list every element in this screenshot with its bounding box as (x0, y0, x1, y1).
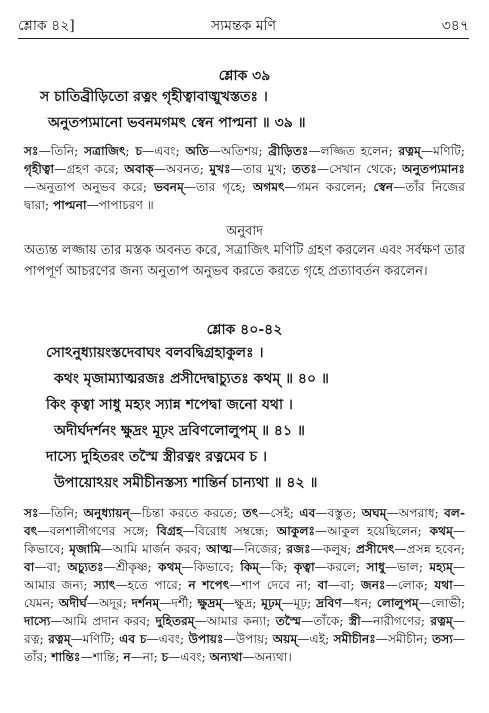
gloss-word: ব্রীড়িতঃ (268, 144, 309, 158)
verse-40-line-6: উপায়োঽয়ং সমীচীনস্তস্য শান্তির্ন চান্যথা ॥ ৪২ ॥ (54, 475, 318, 491)
gloss-word: দাস্যে (24, 614, 51, 628)
gloss-word: তস্মৈ (275, 614, 302, 628)
gloss-meaning: তাঁর (24, 650, 44, 664)
gloss-word: অগমৎ (252, 180, 285, 194)
verse-39-line-1: স চাতিব্রীড়িতো রত্নং গৃহীত্বাবাঙ্মুখস্ততঃ । (40, 89, 268, 105)
gloss-word: সাধু (366, 560, 385, 574)
gloss-meaning: সমীচীন (387, 632, 424, 646)
gloss-word: মহ্যম্ (429, 560, 453, 574)
gloss-meaning: লোক (397, 578, 424, 592)
gloss-word: অবাক্ (124, 162, 154, 176)
gloss-meaning: উপায় (235, 632, 265, 646)
gloss-meaning: আমি প্রদান করব (62, 614, 147, 628)
gloss-word: সত্রাজিৎ (84, 144, 126, 158)
gloss-meaning: শান্তি (92, 650, 116, 664)
gloss-meaning: রত্ন (24, 632, 40, 646)
gloss-word: বিগ্রহ (156, 524, 183, 538)
header-chapter-title: স্যমন্তক মণি (210, 18, 277, 34)
gloss-word: উপায়ঃ (188, 632, 224, 646)
gloss-meaning: লোভী (430, 596, 461, 610)
gloss-word: লোলুপম্ (376, 596, 419, 610)
gloss-word: পাপ্মনা (53, 198, 87, 212)
gloss-meaning: কলুষ (322, 542, 348, 556)
gloss-word: চ (135, 144, 143, 158)
gloss-meaning: না (142, 650, 154, 664)
gloss-word: প্রসীদেৎ (356, 542, 395, 556)
gloss-end-mark: । (287, 650, 292, 664)
gloss-word: সমীচীনঃ (333, 632, 376, 646)
gloss-word: স্ত্রী (348, 614, 361, 628)
gloss-meaning: তার মুখ (242, 162, 283, 176)
gloss-meaning: কিভাবে (24, 542, 61, 556)
gloss-word: মৃজামি (69, 542, 101, 556)
gloss-word: বা (317, 578, 328, 592)
gloss-meaning: তাঁর নিজের দ্বারা (24, 180, 466, 212)
gloss-meaning: অতিশয় (220, 144, 259, 158)
gloss-meaning: গ্রহণ করে (66, 162, 115, 176)
gloss-word: ভবনম্ (153, 180, 184, 194)
gloss-meaning: অনুতাপ অনুভব করে (36, 180, 143, 194)
verse-39-word-gloss: সঃ—তিনি; সত্রাজিৎ; চ—এবং; অতি—অতিশয়; ব্রীড়িতঃ—লজ্জিত হলেন; রত্নম্—মণিটি; গৃহীত্বা—গ্রহণ করে; অবাক্—অবনত; মুখঃ—তার মুখ; ততঃ—সেখান থেকে; অনুতপ্যমানঃ—অনুতাপ অনুভব করে; ভবনম্—তার গৃহে; অগমৎ—গমন করলেন; স্বেন—তাঁর নিজের দ্বারা; পাপ্মনা—পাপাচরণ ॥ (24, 144, 466, 212)
verse-40-line-3: কিং কৃত্বা সাধু মহ্যং স্যান্ন শপেদ্বা জনো যথা । (46, 397, 293, 413)
gloss-word: বল-বৎ (24, 506, 466, 538)
header-divider (18, 38, 469, 39)
gloss-meaning: মূঢ় (293, 596, 308, 610)
gloss-meaning: বস্তুত (327, 506, 353, 520)
gloss-meaning: তিনি (50, 144, 75, 158)
gloss-word: দ্রবিণ (315, 596, 342, 610)
gloss-word: স্বেন (373, 180, 394, 194)
verse-39-title: শ্লোক ৩৯ (218, 68, 271, 84)
gloss-meaning: পাপাচরণ (98, 198, 144, 212)
gloss-meaning: প্রসন্ন হবেন (406, 542, 461, 556)
gloss-word: মুখঃ (209, 162, 231, 176)
verse-40-line-4: অদীর্ঘদর্শনং ক্ষুদ্রং মূঢ়ং দ্রবিণলোলুপম্ ॥ ৪১ ॥ (54, 423, 305, 439)
gloss-meaning: বিরোধ সম্বন্ধে (194, 524, 265, 538)
gloss-meaning: যেমন (24, 596, 51, 610)
gloss-word: রজঃ (286, 542, 311, 556)
verse-40-42-word-gloss: সঃ—তিনি; অনুধ্যায়ন্—চিন্তা করতে করতে; তৎ—সেই; এব—বস্তুত; অঘম্—অপরাধ; বল-বৎ—বলশালীগণের সঙ্গে; বিগ্রহ—বিরোধ সম্বন্ধে; আকুলঃ—আকুল হয়েছিলেন; কথম্—কিভাবে; মৃজামি—আমি মার্জন করব; আত্ম—নিজের; রজঃ—কলুষ; প্রসীদেৎ—প্রসন্ন হবেন; বা—বা; অচ্যুতঃ—শ্রীকৃষ্ণ; কথম্—কিভাবে; কিম্—কি; কৃত্বা—করলে; সাধু—ভাল; মহ্যম্—আমার জন্য; স্যাৎ—হতে পারে; ন শপেৎ—শাপ দেবে না; বা—বা; জনঃ—লোক; যথা—যেমন; অদীর্ঘ—অদূর; দর্শনম্—দর্শী; ক্ষুদ্রম্—ক্ষুদ্র; মূঢ়ম্—মূঢ়; দ্রবিণ—ধন; লোলুপম্—লোভী; দাস্যে—আমি প্রদান করব; দুহিতরম্—আমার কন্যা; তস্মৈ—তাঁকে; স্ত্রী—নারীগণের; রত্নম্—রত্ন; রত্নম্—মণিটি; এব চ—এবং; উপায়ঃ—উপায়; অয়ম্—এই; সমীচীনঃ—সমীচীন; তস্য—তাঁর; শান্তিঃ—শান্তি; ন—না; চ—এবং; অন্যথা—অন্যথা। (24, 506, 466, 664)
gloss-meaning: অন্যথা (254, 650, 288, 664)
gloss-meaning: নারীগণের (372, 614, 421, 628)
gloss-meaning: আমি মার্জন করব (112, 542, 198, 556)
gloss-word: অতি (185, 144, 209, 158)
gloss-meaning: ক্ষুদ্র (234, 596, 253, 610)
gloss-word: শান্তিঃ (51, 650, 81, 664)
gloss-word: এব চ (119, 632, 147, 646)
verse-40-42-title: শ্লোক ৪০-৪২ (206, 322, 283, 338)
gloss-word: দুহিতরম্ (155, 614, 195, 628)
gloss-meaning: কি (271, 560, 284, 574)
gloss-word: রত্নম্ (398, 144, 421, 158)
gloss-word: যথা (434, 578, 453, 592)
gloss-meaning: করলে (326, 560, 357, 574)
gloss-meaning: বা (46, 560, 57, 574)
gloss-meaning: লজ্জিত হলেন (320, 144, 389, 158)
gloss-word: কৃত্বা (293, 560, 315, 574)
gloss-meaning: গমন করলেন (296, 180, 363, 194)
gloss-word: ন (123, 650, 131, 664)
gloss-meaning: অদূর (99, 596, 123, 610)
gloss-word: কথম্ (158, 560, 182, 574)
gloss-meaning: বলশালীগণের সঙ্গে (49, 524, 145, 538)
gloss-word: কিম্ (240, 560, 260, 574)
gloss-end-mark: ॥ (143, 198, 154, 212)
gloss-word: বা (24, 560, 35, 574)
gloss-meaning: দর্শী (171, 596, 189, 610)
gloss-word: জনঃ (360, 578, 386, 592)
gloss-meaning: আকুল হয়েছিলেন (327, 524, 418, 538)
gloss-word: অয়ম্ (272, 632, 298, 646)
gloss-meaning: হতে পারে (127, 578, 178, 592)
gloss-word: ক্ষুদ্রম্ (197, 596, 223, 610)
gloss-word: আকুলঃ (276, 524, 316, 538)
gloss-word: ন শপেৎ (188, 578, 230, 592)
gloss-word: কথম্ (429, 524, 453, 538)
verse-40-line-1: সোঽনুধ্যায়ংস্তদেবাঘং বলবদ্বিগ্রহাকুলঃ । (46, 345, 264, 361)
gloss-meaning: চিন্তা করতে করতে (141, 506, 234, 520)
verse-40-line-2: কথং মৃজাম্যাত্মরজঃ প্রসীদেদ্বাচ্যুতঃ কথম্ ॥ ৪০ ॥ (54, 371, 329, 387)
gloss-meaning: অবনত (165, 162, 200, 176)
gloss-word: রত্নম্ (48, 632, 71, 646)
gloss-word: অনুধ্যায়ন্ (83, 506, 130, 520)
gloss-word: আত্ম (206, 542, 233, 556)
header-page-number: ৩৪৭ (441, 18, 469, 34)
gloss-word: চ (161, 650, 169, 664)
gloss-word: সঃ (24, 144, 39, 158)
gloss-word: অদীর্ঘ (58, 596, 87, 610)
gloss-meaning: বা (340, 578, 351, 592)
gloss-word: সঃ (24, 506, 39, 520)
verse-39-line-2: অনুতপ্যমানো ভবনমগমৎ স্বেন পাপ্মনা ॥ ৩৯ ॥ (48, 115, 306, 131)
gloss-meaning: কিভাবে (193, 560, 230, 574)
gloss-meaning: তিনি (50, 506, 75, 520)
gloss-meaning: আমার জন্য (24, 578, 84, 592)
gloss-word: ততঃ (292, 162, 317, 176)
gloss-meaning: ধন (353, 596, 369, 610)
gloss-word: তস্য (432, 632, 453, 646)
gloss-word: স্যাৎ (93, 578, 116, 592)
gloss-word: মূঢ়ম্ (261, 596, 282, 610)
gloss-word: গৃহীত্বা (24, 162, 55, 176)
page-header (18, 14, 469, 36)
gloss-word: অচ্যুতঃ (67, 560, 104, 574)
verse-39-translation-title: অনুবাদ (226, 224, 263, 239)
gloss-word: এব (299, 506, 316, 520)
gloss-meaning: শাপ দেবে না (241, 578, 308, 592)
gloss-word: অন্যথা (209, 650, 243, 664)
gloss-meaning: আমার কন্যা (206, 614, 267, 628)
gloss-meaning: এবং (180, 650, 202, 664)
gloss-meaning: তাঁকে (313, 614, 340, 628)
verse-39-translation: অত্যন্ত লজ্জায় তার মস্তক অবনত করে, সত্রাজিৎ মণিটি গ্রহণ করলেন এবং সর্বক্ষণ তার পাপপূর্ণ আচরণের জন্য অনুতাপ অনুভব করতে করতে গৃহে প্রত্যাবর্তন করলেন। (24, 243, 465, 279)
gloss-meaning: নিজের (244, 542, 278, 556)
gloss-meaning: এবং (158, 632, 181, 646)
header-verse-ref: শ্লোক ৪২] (18, 18, 75, 34)
gloss-meaning: মণিটি (433, 144, 461, 158)
gloss-meaning: ভাল (397, 560, 419, 574)
gloss-meaning: মণিটি (82, 632, 111, 646)
gloss-meaning: অপরাধ (398, 506, 435, 520)
gloss-meaning: সেই (270, 506, 290, 520)
gloss-meaning: এবং (154, 144, 176, 158)
gloss-word: দর্শনম্ (131, 596, 160, 610)
gloss-word: অনুতপ্যমানঃ (402, 162, 466, 176)
gloss-meaning: এই (309, 632, 326, 646)
gloss-word: রত্নম্ (430, 614, 453, 628)
gloss-meaning: শ্রীকৃষ্ণ (115, 560, 148, 574)
gloss-word: তৎ (242, 506, 259, 520)
gloss-meaning: সেখান থেকে (329, 162, 393, 176)
gloss-word: অঘম্ (361, 506, 387, 520)
verse-40-line-5: দাস্যে দুহিতরং তস্মৈ স্ত্রীরত্নং রত্নমেব চ । (46, 449, 267, 465)
gloss-meaning: তার গৃহে (196, 180, 242, 194)
